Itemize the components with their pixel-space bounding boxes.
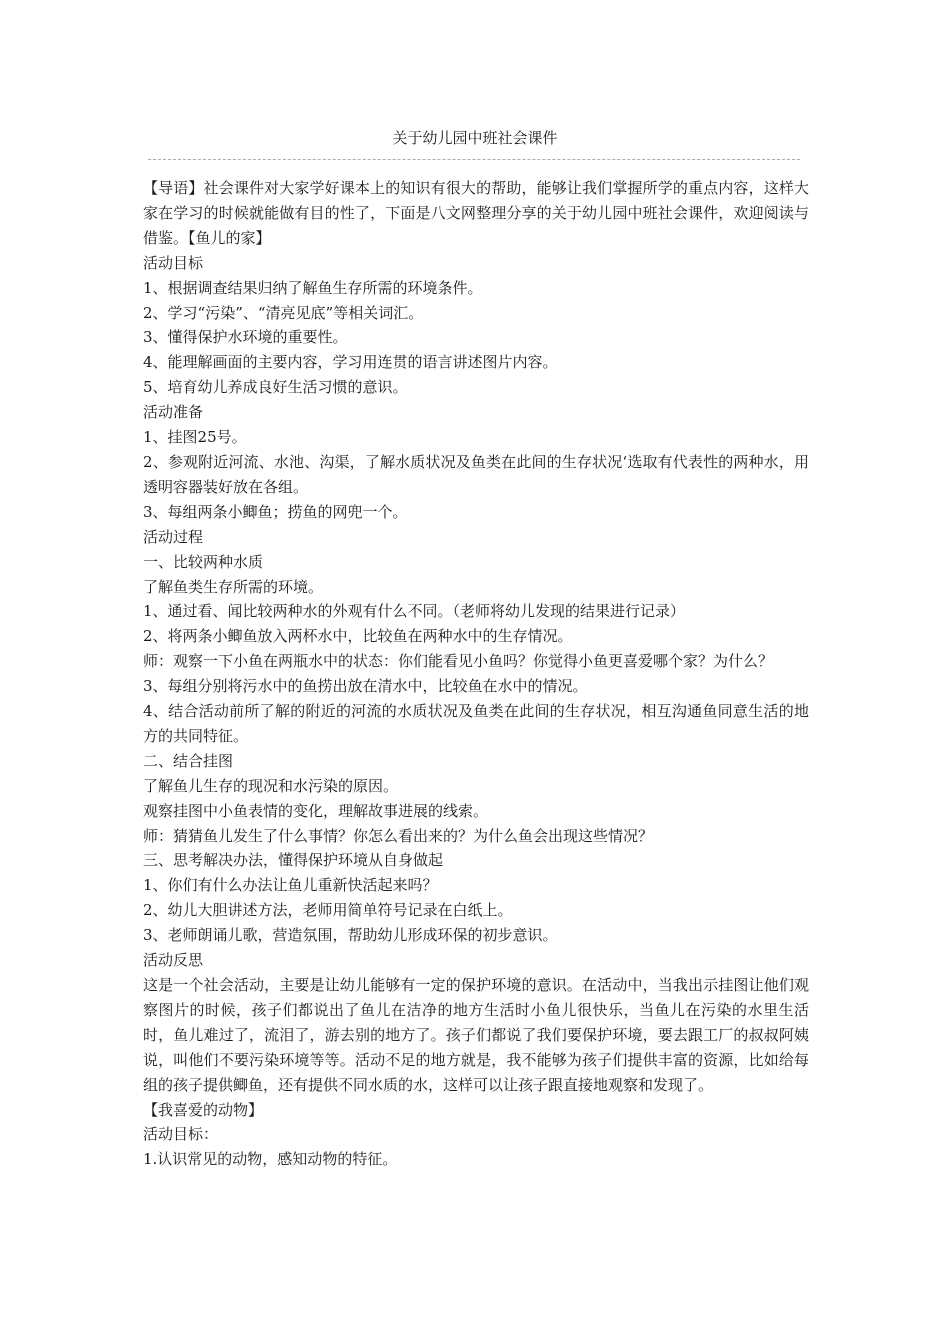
list-item: 3、每组分别将污水中的鱼捞出放在清水中，比较鱼在水中的情况。: [143, 677, 588, 696]
subsection-heading: 一、比较两种水质: [143, 552, 264, 571]
paragraph: 师：猜猜鱼儿发生了什么事情？你怎么看出来的？为什么鱼会出现这些情况？: [143, 826, 654, 845]
list-item: 1、根据调查结果归纳了解鱼生存所需的环境条件。: [143, 278, 483, 297]
list-item: 1.认识常见的动物，感知动物的特征。: [143, 1150, 398, 1169]
document-title: 关于幼儿园中班社会课件: [392, 129, 558, 147]
section-heading: 活动过程: [143, 527, 204, 546]
list-item: 5、培育幼儿养成良好生活习惯的意识。: [143, 378, 408, 397]
list-item: 3、懂得保护水环境的重要性。: [143, 328, 348, 347]
list-item: 4、能理解画面的主要内容，学习用连贯的语言讲述图片内容。: [143, 353, 558, 372]
list-item: 2、参观附近河流、水池、沟渠，了解水质状况及鱼类在此间的生存状况‘选取有代表性的两种水，用透明容器装好放在各组。: [143, 452, 809, 496]
section-heading: 活动准备: [143, 403, 204, 422]
list-item: 1、你们有什么办法让鱼儿重新快活起来吗？: [143, 876, 438, 895]
list-item: 3、每组两条小鲫鱼；捞鱼的网兜一个。: [143, 502, 408, 521]
list-item: 2、学习“污染”、“清亮见底”等相关词汇。: [143, 303, 424, 322]
reflection-paragraph: 这是一个社会活动，主要是让幼儿能够有一定的保护环境的意识。在活动中，当我出示挂图让他们观察图片的时候，孩子们都说出了鱼儿在洁净的地方生活时小鱼儿很快乐，当鱼儿在污染的水里生活时，鱼儿难过了，流泪了，游去别的地方了。孩子们都说了我们要保护环境，要去跟工厂的叔叔阿姨说，叫他们不要污染环境等等。活动不足的地方就是，我不能够为孩子们提供丰富的资源，比如给每组的孩子提供鲫鱼，还有提供不同水质的水，这样可以让孩子跟直接地观察和发现了。: [143, 976, 809, 1094]
list-item: 1、挂图25号。: [143, 428, 247, 447]
subsection-heading: 二、结合挂图: [143, 751, 234, 770]
section-heading: 【我喜爱的动物】: [143, 1100, 264, 1119]
intro-paragraph: 【导语】社会课件对大家学好课本上的知识有很大的帮助，能够让我们掌握所学的重点内容，这样大家在学习的时候就能做有目的性了，下面是八文网整理分享的关于幼儿园中班社会课件，欢迎阅读与借鉴。【鱼儿的家】: [143, 179, 809, 247]
section-heading: 活动目标：: [143, 1125, 219, 1144]
section-heading: 活动目标: [143, 253, 204, 272]
paragraph: 了解鱼儿生存的现况和水污染的原因。: [143, 776, 399, 795]
paragraph: 师：观察一下小鱼在两瓶水中的状态：你们能看见小鱼吗？你觉得小鱼更喜爱哪个家？为什么？: [143, 652, 774, 671]
list-item: 4、结合活动前所了解的附近的河流的水质状况及鱼类在此间的生存状况，相互沟通鱼同意生活的地方的共同特征。: [143, 702, 809, 745]
list-item: 1、通过看、闻比较两种水的外观有什么不同。（老师将幼儿发现的结果进行记录）: [143, 602, 686, 621]
list-item: 2、将两条小鲫鱼放入两杯水中，比较鱼在两种水中的生存情况。: [143, 627, 573, 646]
list-item: 2、幼儿大胆讲述方法，老师用简单符号记录在白纸上。: [143, 901, 513, 920]
document-body: [143, 176, 809, 1172]
title-divider: [148, 159, 800, 160]
paragraph: 观察挂图中小鱼表情的变化，理解故事进展的线索。: [143, 801, 489, 820]
list-item: 3、老师朗诵儿歌，营造氛围，帮助幼儿形成环保的初步意识。: [143, 926, 558, 945]
subsection-heading: 三、思考解决办法，懂得保护环境从自身做起: [143, 851, 444, 870]
paragraph: 了解鱼类生存所需的环境。: [143, 577, 324, 596]
section-heading: 活动反思: [143, 951, 204, 970]
